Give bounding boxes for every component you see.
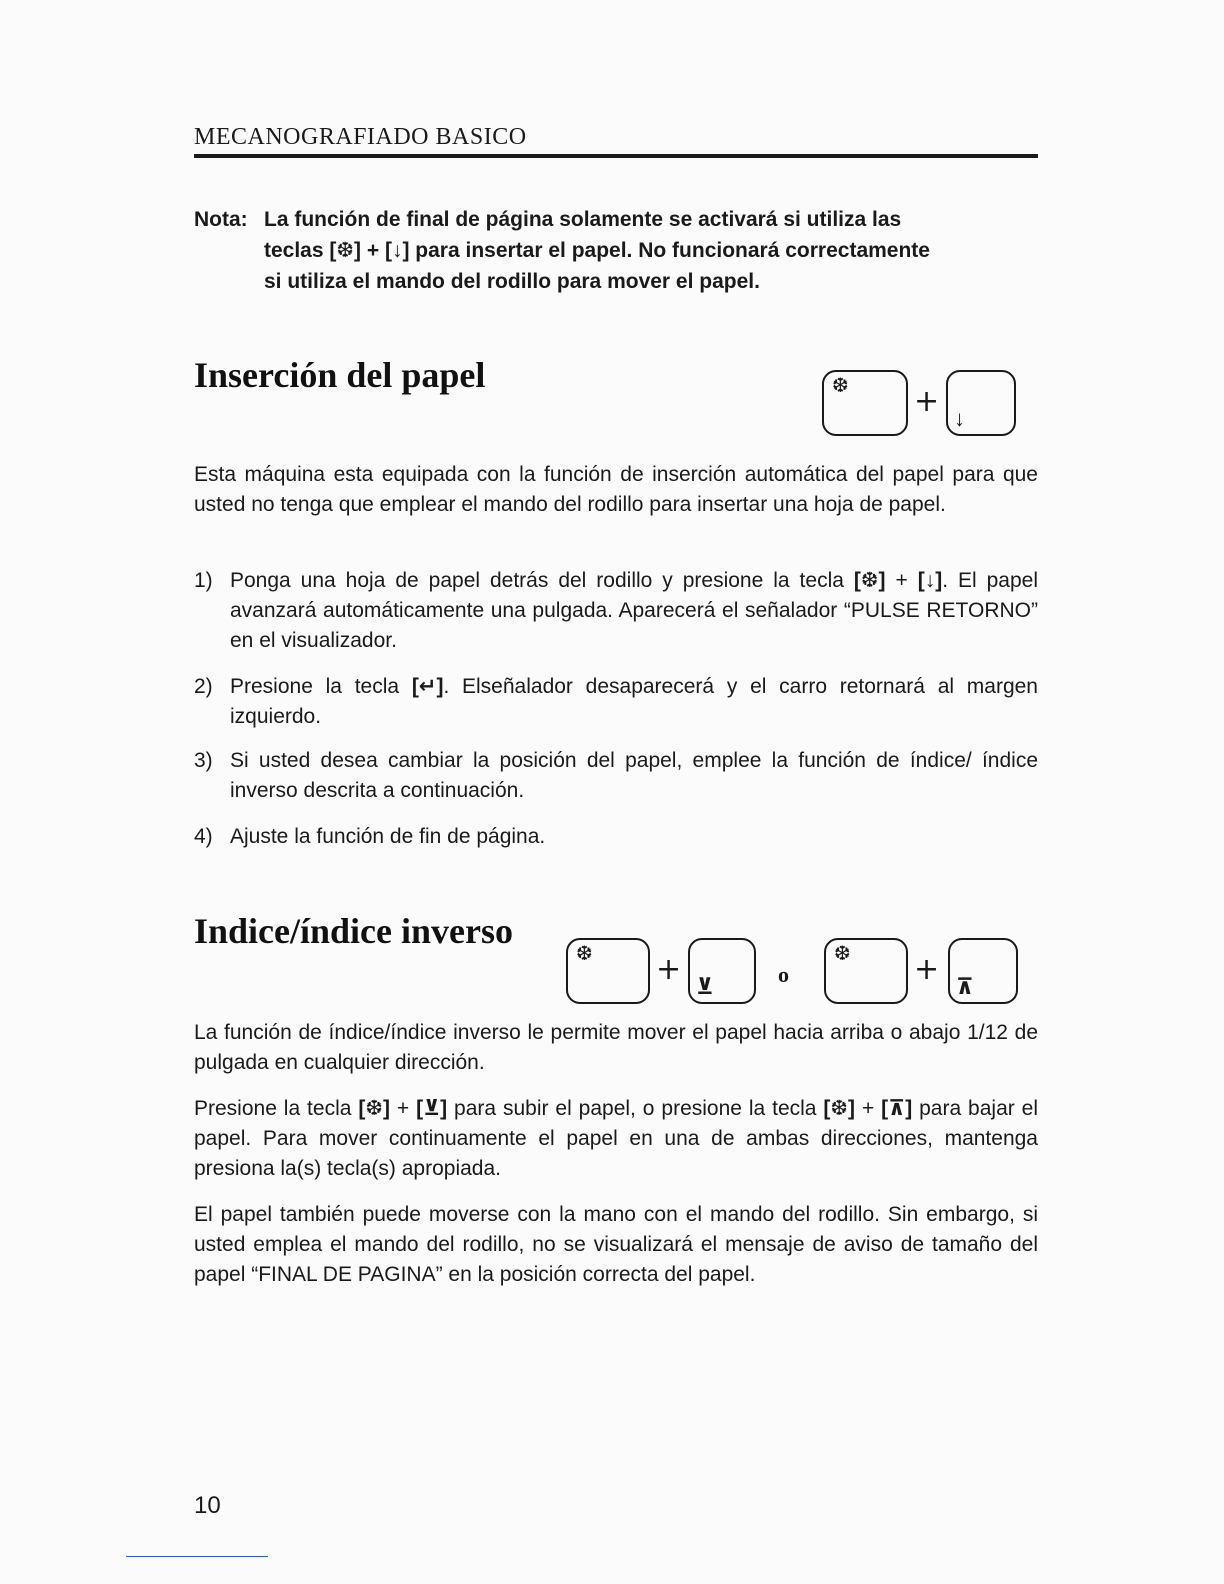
page-number: 10 (194, 1492, 221, 1519)
code-key-icon: [❆] (853, 569, 886, 592)
list-item: 4) Ajuste la función de fin de página. (194, 825, 546, 848)
index-icon: ⊻ (688, 938, 756, 1004)
note-block (194, 204, 1040, 297)
code-key-icon: ❆ (824, 938, 908, 1004)
list-item: 3) Si usted desea cambiar la posición del papel, emplee la función de índice/ índice inverso descrita a continuación. (194, 749, 1038, 802)
note-line-3: si utiliza el mando del rodillo para mover el papel. (264, 270, 760, 293)
header-rule (194, 154, 1038, 158)
index-intro: La función de índice/índice inverso le permite mover el papel hacia arriba o abajo 1/12 de pulgada en cualquier dirección. (194, 1021, 1038, 1074)
index-icon: [⊻] (416, 1097, 448, 1120)
list-item: 1) Ponga una hoja de papel detrás del rodillo y presione la tecla [❆] + [↓]. El papel avanzará automáticamente una pulgada. Aparecerá el señalador “PULSE RETORNO” en el visualizador. (194, 566, 1038, 656)
platen-knob-note: El papel también puede moverse con la mano con el mando del rodillo. Sin embargo, si usted emplea el mando del rodillo, no se visualizará el mensaje de aviso de tamaño del papel “FINAL DE PAGINA” en la posición correcta del papel. (194, 1203, 1038, 1286)
note-line-2: teclas [❆] + [↓] para insertar el papel. No funcionará correctamente (264, 235, 1040, 266)
or-label: o (778, 962, 789, 987)
paper-feed-icon: [↓] (917, 569, 943, 592)
insertion-intro: Esta máquina esta equipada con la función de inserción automática del papel para que usted no tenga que emplear el mando del rodillo para insertar una hoja de papel. (194, 463, 1038, 516)
note-label: Nota: (194, 208, 248, 231)
index-instructions: Presione la tecla [❆] + [⊻] para subir el papel, o presione la tecla [❆] + [⊼] para bajar el papel. Para mover continuamente el papel en una de ambas direcciones, mantenga presiona la(s) tecla(s) apropiada. (194, 1094, 1038, 1184)
code-key-icon: ❆ (566, 938, 650, 1004)
reverse-index-icon: ⊼ (948, 938, 1018, 1004)
plus-sign: + (656, 952, 682, 987)
code-key-icon: [❆] (358, 1097, 390, 1120)
return-key-icon: [↵] (411, 675, 444, 698)
plus-sign: + (914, 384, 940, 419)
code-key-icon: [❆] (329, 239, 361, 262)
reverse-index-icon: [⊼] (881, 1097, 913, 1120)
note-line-1: La función de final de página solamente se activará si utiliza las (264, 208, 902, 231)
running-header: MECANOGRAFIADO BASICO (194, 124, 527, 150)
paper-feed-icon: [↓] (384, 239, 410, 262)
code-key-icon: [❆] (823, 1097, 856, 1120)
footer-rule (126, 1556, 268, 1557)
plus-sign: + (914, 952, 940, 987)
section-title-indice: Indice/índice inverso (194, 911, 514, 951)
section-title-insercion: Inserción del papel (194, 355, 486, 395)
list-item: 2) Presione la tecla [↵]. Elseñalador desaparecerá y el carro retornará al margen izquierdo. (194, 672, 1038, 732)
code-key-icon: ❆ (822, 370, 908, 436)
paper-feed-icon: ↓ (946, 370, 1016, 436)
